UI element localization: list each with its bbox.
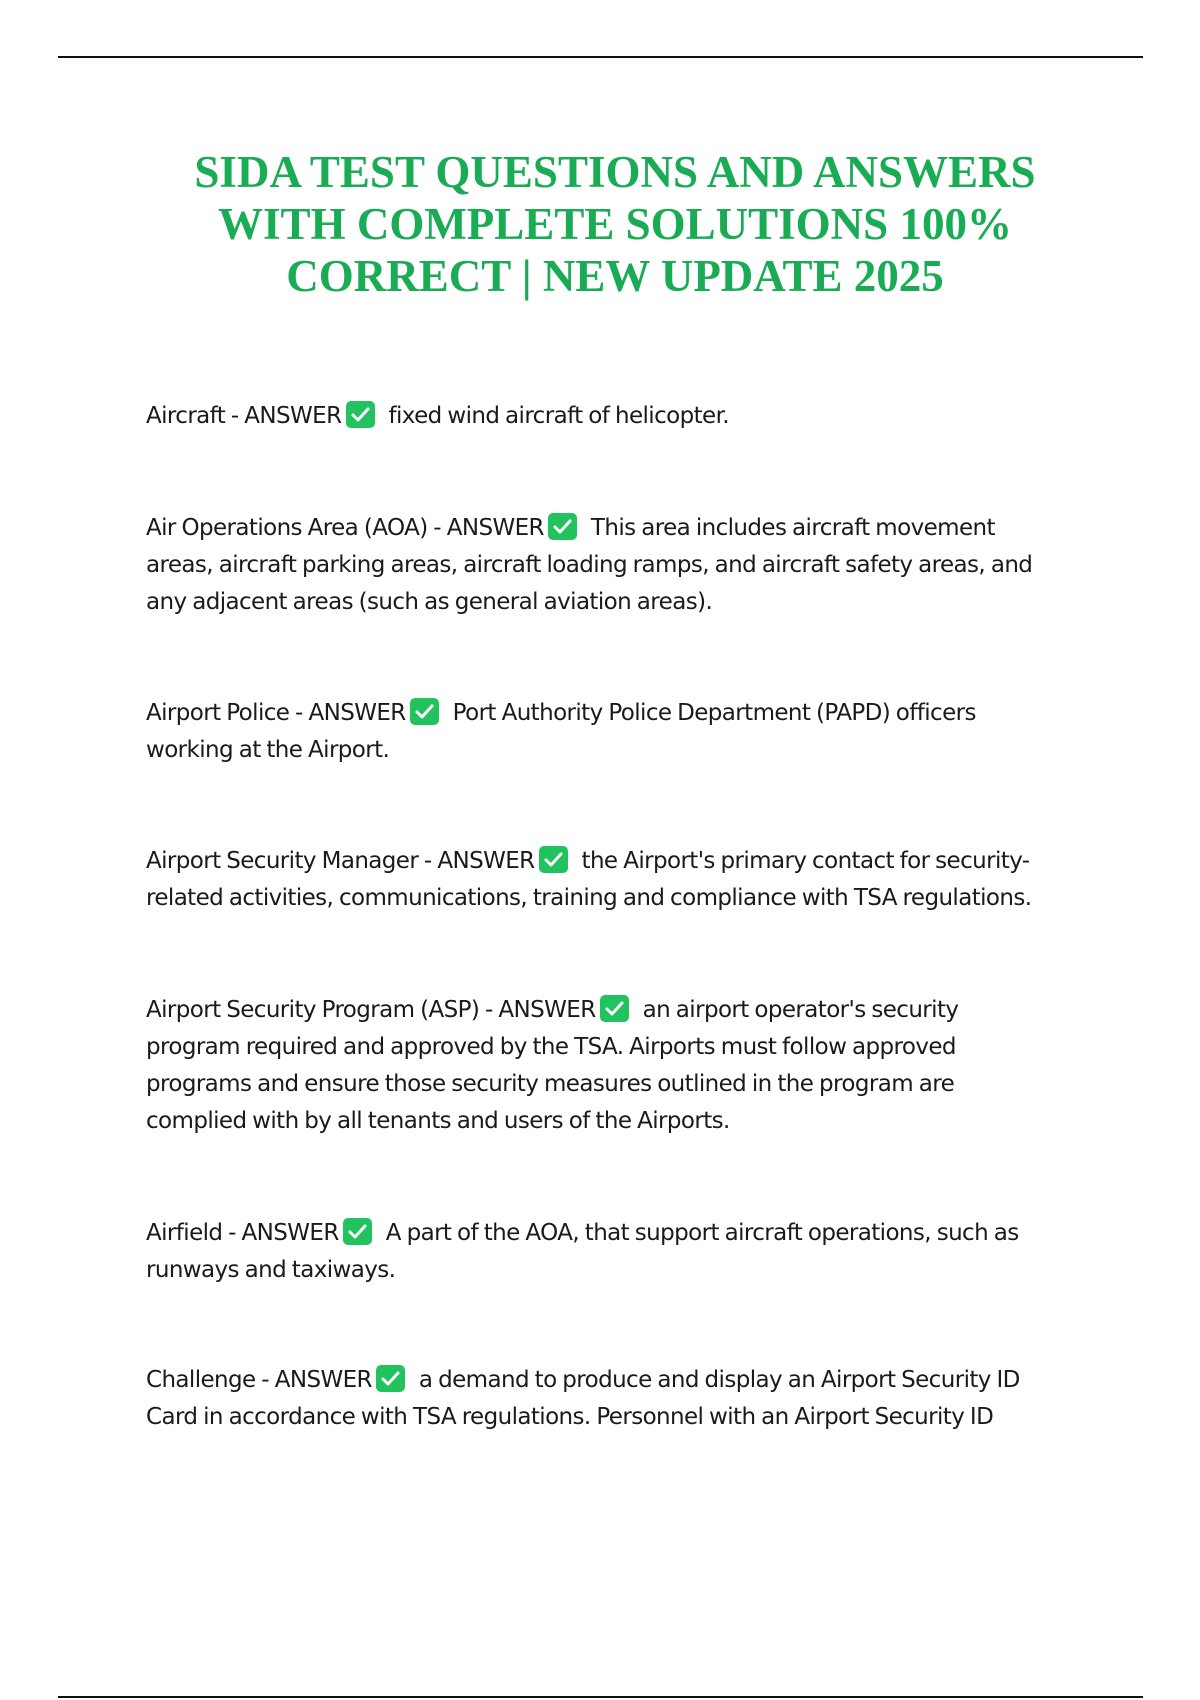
entry-airport-security-program xyxy=(146,992,1096,1140)
entry-definition-line: Card in accordance with TSA regulations. Personnel with an Airport Security ID xyxy=(146,1404,994,1430)
entry-term: Airport Police - ANSWER xyxy=(146,700,406,726)
checkmark-icon xyxy=(548,513,577,540)
entry-term: Airport Security Program (ASP) - ANSWER xyxy=(146,997,596,1023)
entry-airfield xyxy=(146,1215,1096,1289)
entry-definition-line: programs and ensure those security measures outlined in the program are xyxy=(146,1071,955,1097)
entry-definition-line: working at the Airport. xyxy=(146,737,390,763)
entry-definition: the Airport's primary contact for security- xyxy=(581,848,1030,874)
checkmark-icon xyxy=(410,698,439,725)
entry-definition-line: any adjacent areas (such as general aviation areas). xyxy=(146,589,713,615)
entry-aircraft xyxy=(146,398,1096,435)
entry-definition: This area includes aircraft movement xyxy=(590,515,995,541)
title-line-3: CORRECT | NEW UPDATE 2025 xyxy=(286,251,944,301)
document-title xyxy=(120,146,1110,302)
entry-airport-police xyxy=(146,695,1096,769)
entry-definition: A part of the AOA, that support aircraft operations, such as xyxy=(385,1220,1019,1246)
checkmark-icon xyxy=(346,401,375,428)
entry-definition: a demand to produce and display an Airport Security ID xyxy=(418,1367,1020,1393)
title-line-1: SIDA TEST QUESTIONS AND ANSWERS xyxy=(194,147,1036,197)
title-line-2: WITH COMPLETE SOLUTIONS 100% xyxy=(218,199,1012,249)
entry-airport-security-manager xyxy=(146,843,1096,917)
top-rule xyxy=(58,56,1143,58)
entry-definition-line: related activities, communications, training and compliance with TSA regulations. xyxy=(146,885,1032,911)
entry-aoa xyxy=(146,510,1096,621)
checkmark-icon xyxy=(343,1218,372,1245)
entry-challenge xyxy=(146,1362,1096,1436)
entry-definition-line: program required and approved by the TSA. Airports must follow approved xyxy=(146,1034,956,1060)
entry-definition-line: complied with by all tenants and users of the Airports. xyxy=(146,1108,730,1134)
checkmark-icon xyxy=(600,995,629,1022)
entry-definition-line: runways and taxiways. xyxy=(146,1257,396,1283)
entry-definition: an airport operator's security xyxy=(642,997,959,1023)
entry-term: Airfield - ANSWER xyxy=(146,1220,339,1246)
entry-term: Airport Security Manager - ANSWER xyxy=(146,848,535,874)
entry-term: Air Operations Area (AOA) - ANSWER xyxy=(146,515,544,541)
checkmark-icon xyxy=(539,846,568,873)
bottom-rule xyxy=(58,1696,1143,1698)
checkmark-icon xyxy=(376,1365,405,1392)
entry-term: Challenge - ANSWER xyxy=(146,1367,372,1393)
entry-definition: fixed wind aircraft of helicopter. xyxy=(388,403,730,429)
entry-definition: Port Authority Police Department (PAPD) officers xyxy=(452,700,976,726)
entry-term: Aircraft - ANSWER xyxy=(146,403,342,429)
entry-definition-line: areas, aircraft parking areas, aircraft loading ramps, and aircraft safety areas, and xyxy=(146,552,1033,578)
